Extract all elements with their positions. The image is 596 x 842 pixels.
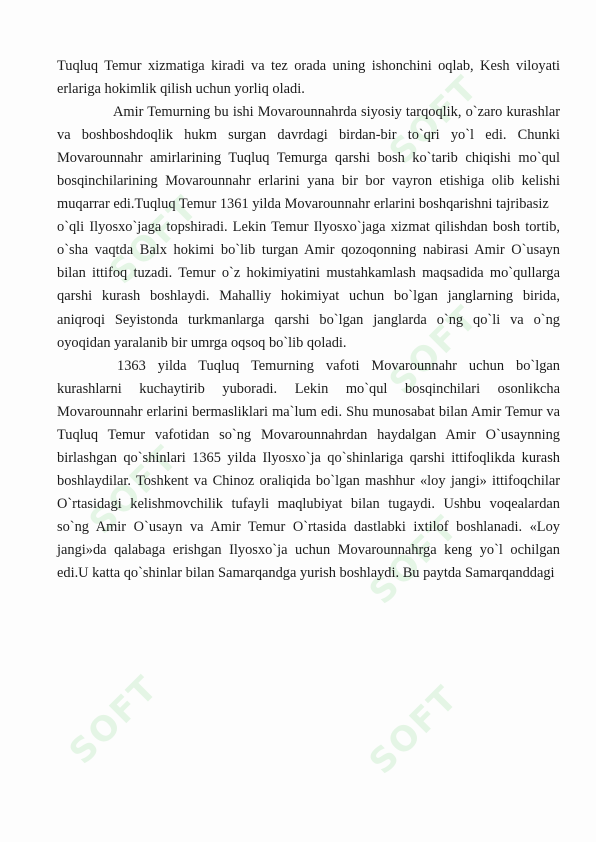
paragraph: o`qli Ilyosxo`jaga topshiradi. Lekin Temur Ilyosxo`jaga xizmat qilishdan bosh tortib, o`sha vaqtda Balx hokimi bo`lib turgan Amir qozoqonning nabirasi Amir O`usayn bilan ittifoq tuzadi. Temur o`z hokimiyatini mustahkamlash maqsadida mo`qullarga qarshi kurash boshlaydi. Mahalliy hokimiyat uchun bo`lgan janglarning birida, aniqroqi Seyistonda turkmanlarga qarshi bo`lgan janglarda o`ng qo`li va o`ng oyoqidan yaralanib bir umrga oqsoq bo`lib qoladi. xyxy=(57,219,560,351)
watermark-logo: SOFT xyxy=(381,67,487,173)
body-text xyxy=(57,55,560,585)
paragraph: 1363 yilda Tuqluq Temurning vafoti Movarounnahr uchun bo`lgan kurashlarni kuchaytirib yuboradi. Lekin mo`qul bosqinchilari osonlikcha Movarounnahr erlarini bermasliklari ma`lum edi. Shu munosabat bilan Amir Temur va Tuqluq Temur vafotidan so`ng Movarounnahrdan haydalgan Amir O`usaynning birlashgan qo`shinlari 1365 yilda Ilyosxo`ja qo`shinlariga qarshi ittifoqlikda kurash boshlaydilar. Toshkent va Chinoz oraliqida bo`lgan mashhur «loy jangi» ittifoqchilar O`rtasidagi kelishmovchilik tufayli maqlubiyat bilan tugaydi. Ushbu voqealardan so`ng Amir O`usayn va Amir Temur O`rtasida dastlabki ixtilof boshlanadi. «Loy jangi»da qalabaga erishgan Ilyosxo`ja uchun Movarounnahrga keng yo`l ochilgan edi.U katta qo`shinlar bilan Samarqandga yurish boshlaydi. Bu paytda Samarqanddagi xyxy=(57,357,560,582)
paragraph: Amir Temurning bu ishi Movarounnahrda siyosiy tarqoqlik, o`zaro kurashlar va boshboshdoqlik hukm surgan davrdagi birdan-bir to`qri yo`l edi. Chunki Movarounnahr amirlarining Tuqluq Temurga qarshi bosh ko`tarib chiqishi mo`qul bosqinchilarining Movarounnahr erlarini yana bir bor vayron etishiga olib kelishi muqarrar edi.Tuqluq Temur 1361 yilda Movarounnahr erlarini boshqarishni tajribasiz xyxy=(57,104,560,213)
watermark-logo: SOFT xyxy=(81,437,187,543)
watermark-logo: SOFT xyxy=(361,677,467,783)
watermark-logo: SOFT xyxy=(61,667,167,773)
paragraph: Tuqluq Temur xizmatiga kiradi va tez orada uning ishonchini oqlab, Kesh viloyati erlariga hokimlik qilish uchun yorliq oladi. xyxy=(57,58,560,98)
watermark-logo: SOFT xyxy=(361,507,467,613)
watermark-logo: SOFT xyxy=(101,187,207,293)
watermark-logo: SOFT xyxy=(381,297,487,403)
